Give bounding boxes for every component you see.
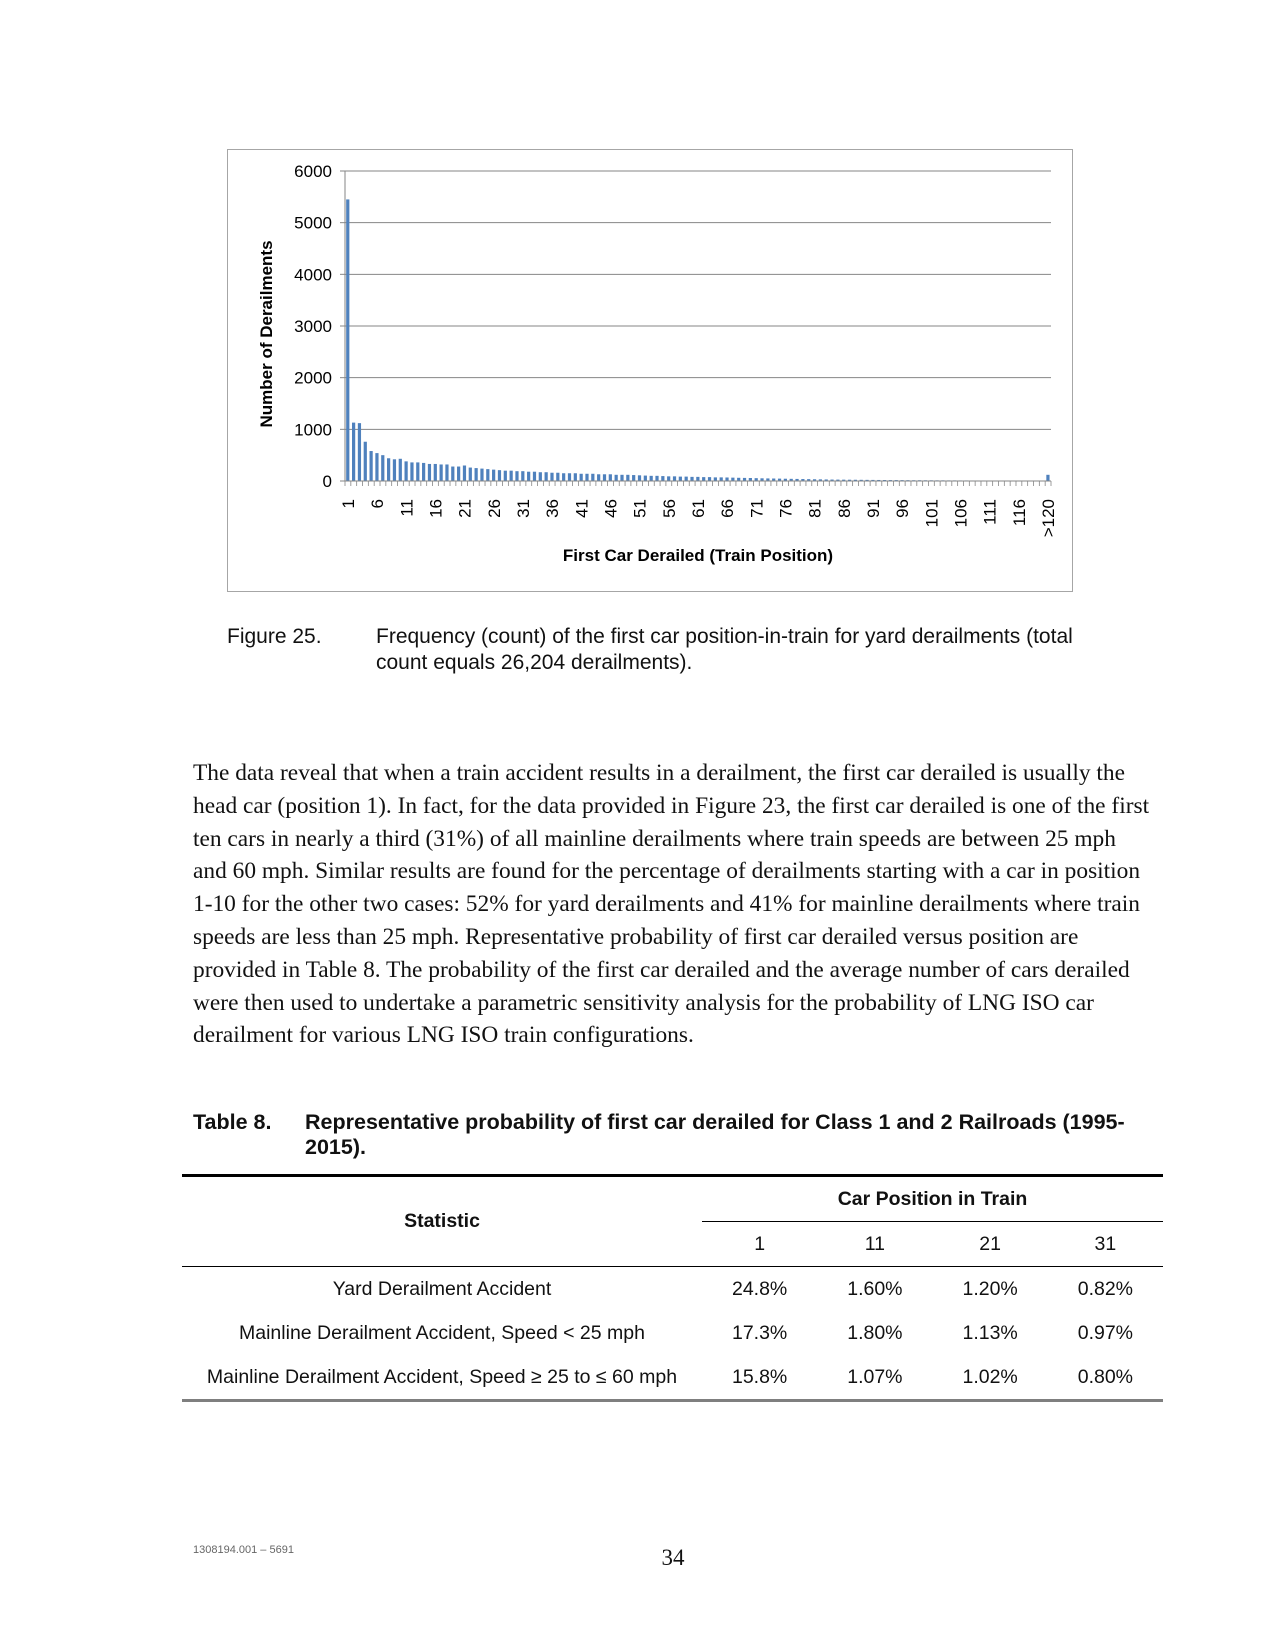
bar bbox=[527, 472, 530, 481]
bar bbox=[480, 469, 483, 481]
statistic-header: Statistic bbox=[182, 1176, 702, 1267]
bar bbox=[556, 473, 559, 481]
figure-caption-text: Frequency (count) of the first car position-in-train for yard derailments (total count equals 26,204 derailments). bbox=[376, 625, 1073, 674]
x-tick-label: 76 bbox=[776, 499, 796, 518]
bar bbox=[720, 477, 723, 481]
table-row bbox=[182, 1355, 1163, 1401]
bar bbox=[615, 475, 618, 481]
table-row bbox=[182, 1311, 1163, 1355]
table-cell: 1.60% bbox=[847, 1277, 903, 1300]
bar bbox=[364, 442, 367, 481]
column-header: 21 bbox=[933, 1222, 1048, 1267]
x-tick-label: 66 bbox=[718, 499, 738, 518]
table-caption-text: Representative probability of first car derailed for Class 1 and 2 Railroads (1995-2015). bbox=[305, 1110, 1125, 1159]
bar bbox=[708, 477, 711, 481]
bar bbox=[685, 477, 688, 481]
x-tick-label: 36 bbox=[543, 499, 563, 518]
bar bbox=[638, 475, 641, 481]
probability-table bbox=[182, 1174, 1163, 1402]
bar bbox=[486, 469, 489, 481]
bar bbox=[667, 476, 670, 481]
x-tick-label: 6 bbox=[368, 499, 388, 509]
x-tick-label: >120 bbox=[1039, 499, 1059, 538]
bar bbox=[644, 476, 647, 481]
x-tick-label: 41 bbox=[572, 499, 592, 518]
bar bbox=[428, 464, 431, 481]
row-label: Mainline Derailment Accident, Speed ≥ 25 to ≤ 60 mph bbox=[182, 1355, 702, 1401]
table-cell: 24.8% bbox=[731, 1277, 788, 1300]
table-cell: 17.3% bbox=[731, 1321, 788, 1344]
bar bbox=[457, 467, 460, 481]
table-cell: 1.80% bbox=[847, 1321, 903, 1344]
body-paragraph: The data reveal that when a train accident results in a derailment, the first car derailed is usually the head car (position 1). In fact, for the data provided in Figure 23, the first car derailed is one of the first ten cars in nearly a third (31%) of all mainline derailments where train speeds are between 25 mph and 60 mph. Similar results are found for the percentage of derailments starting with a car in position 1-10 for the other two cases: 52% for yard derailments and 41% for mainline derailments where train speeds are less than 25 mph. Representative probability of first car derailed versus position are provided in Table 8. The probability of the first car derailed and the average number of cars derailed were then used to undertake a parametric sensitivity analysis for the probability of LNG ISO car derailment for various LNG ISO train configurations. bbox=[193, 760, 1150, 1049]
y-axis-title: Number of Derailments bbox=[257, 240, 276, 428]
bar-chart-svg bbox=[228, 150, 1074, 593]
bar bbox=[725, 477, 728, 481]
bar bbox=[510, 471, 513, 481]
column-header: 11 bbox=[817, 1222, 932, 1267]
bar bbox=[1046, 475, 1049, 481]
bar bbox=[545, 472, 548, 481]
bar bbox=[632, 475, 635, 481]
bar bbox=[515, 471, 518, 481]
y-tick-label: 0 bbox=[322, 472, 332, 491]
x-tick-label: 11 bbox=[397, 499, 417, 517]
table-cell: 0.82% bbox=[1077, 1277, 1134, 1300]
table-cell: 1.13% bbox=[962, 1321, 1018, 1344]
bar bbox=[358, 423, 361, 481]
bar bbox=[399, 459, 402, 481]
table-cell: 0.97% bbox=[1077, 1321, 1134, 1344]
x-tick-label: 1 bbox=[338, 499, 358, 509]
bar bbox=[690, 477, 693, 481]
table-cell: 1.20% bbox=[962, 1277, 1018, 1300]
bar bbox=[492, 470, 495, 481]
x-tick-label: 51 bbox=[630, 499, 650, 518]
figure-number: Figure 25. bbox=[227, 625, 322, 648]
x-tick-label: 31 bbox=[513, 499, 533, 518]
bar bbox=[591, 474, 594, 481]
x-tick-label: 101 bbox=[922, 499, 942, 528]
x-tick-label: 46 bbox=[601, 499, 621, 518]
y-tick-label: 6000 bbox=[294, 162, 332, 181]
bar bbox=[603, 474, 606, 481]
bar bbox=[434, 464, 437, 481]
y-tick-label: 4000 bbox=[294, 265, 332, 285]
bar bbox=[504, 471, 507, 481]
bar bbox=[673, 476, 676, 481]
bar bbox=[393, 459, 396, 481]
bar bbox=[463, 466, 466, 482]
bar bbox=[469, 468, 472, 481]
bar bbox=[521, 471, 524, 481]
x-tick-label: 86 bbox=[834, 499, 854, 518]
y-tick-label: 2000 bbox=[294, 368, 332, 388]
bar bbox=[574, 473, 577, 481]
bar bbox=[451, 467, 454, 481]
x-tick-label: 56 bbox=[659, 499, 679, 518]
bar bbox=[475, 468, 478, 481]
car-position-header: Car Position in Train bbox=[702, 1176, 1163, 1222]
bar bbox=[410, 462, 413, 481]
column-header: 31 bbox=[1048, 1222, 1163, 1267]
bar bbox=[696, 477, 699, 481]
bar bbox=[375, 453, 378, 481]
bar bbox=[679, 477, 682, 481]
bar bbox=[562, 473, 565, 481]
table-cell: 0.80% bbox=[1048, 1355, 1163, 1401]
bar bbox=[445, 464, 448, 481]
bar bbox=[580, 474, 583, 481]
y-tick-label: 5000 bbox=[294, 213, 332, 233]
x-tick-label: 61 bbox=[689, 499, 708, 518]
x-tick-label: 111 bbox=[980, 499, 1000, 525]
x-tick-label: 91 bbox=[864, 499, 884, 518]
bar bbox=[405, 461, 408, 481]
bar bbox=[650, 476, 653, 481]
y-tick-label: 1000 bbox=[294, 420, 332, 440]
table-cell: 1.07% bbox=[817, 1355, 932, 1401]
table-number: Table 8. bbox=[193, 1110, 272, 1134]
bar bbox=[731, 478, 734, 481]
x-tick-label: 96 bbox=[893, 499, 913, 518]
page-number: 34 bbox=[661, 1545, 685, 1570]
table-row bbox=[182, 1267, 1163, 1312]
bar bbox=[352, 423, 355, 481]
x-tick-label: 26 bbox=[484, 499, 504, 518]
row-label: Mainline Derailment Accident, Speed < 25 mph bbox=[239, 1321, 645, 1344]
document-id: 1308194.001 – 5691 bbox=[193, 1544, 294, 1556]
x-tick-label: 21 bbox=[455, 499, 475, 518]
bar bbox=[702, 477, 705, 481]
bar bbox=[597, 474, 600, 481]
bar bbox=[533, 472, 536, 481]
bar bbox=[498, 470, 501, 481]
bar bbox=[585, 474, 588, 481]
bar bbox=[550, 473, 553, 481]
figure-25-chart bbox=[227, 149, 1073, 592]
bar bbox=[568, 473, 571, 481]
bar bbox=[714, 477, 717, 481]
bar bbox=[387, 458, 390, 481]
table-cell: 15.8% bbox=[702, 1355, 817, 1401]
bar bbox=[416, 462, 419, 481]
bar bbox=[381, 455, 384, 481]
x-tick-label: 16 bbox=[426, 499, 446, 518]
bar bbox=[620, 475, 623, 481]
table-header-row bbox=[182, 1176, 1163, 1222]
x-tick-label: 81 bbox=[805, 499, 825, 518]
bar bbox=[539, 472, 542, 481]
table-cell: 1.02% bbox=[933, 1355, 1048, 1401]
y-tick-label: 3000 bbox=[294, 317, 332, 336]
bar bbox=[661, 476, 664, 481]
bar bbox=[609, 474, 612, 481]
x-tick-label: 106 bbox=[951, 499, 971, 528]
bar bbox=[626, 475, 629, 481]
bar bbox=[422, 463, 425, 481]
column-header: 1 bbox=[702, 1222, 817, 1267]
x-axis-title: First Car Derailed (Train Position) bbox=[562, 546, 834, 565]
x-tick-label: 116 bbox=[1009, 499, 1029, 527]
x-tick-label: 71 bbox=[747, 499, 767, 518]
bar bbox=[370, 451, 373, 481]
row-label: Yard Derailment Accident bbox=[332, 1277, 552, 1300]
bar bbox=[655, 476, 658, 481]
bar bbox=[440, 464, 443, 481]
bar bbox=[346, 199, 349, 481]
